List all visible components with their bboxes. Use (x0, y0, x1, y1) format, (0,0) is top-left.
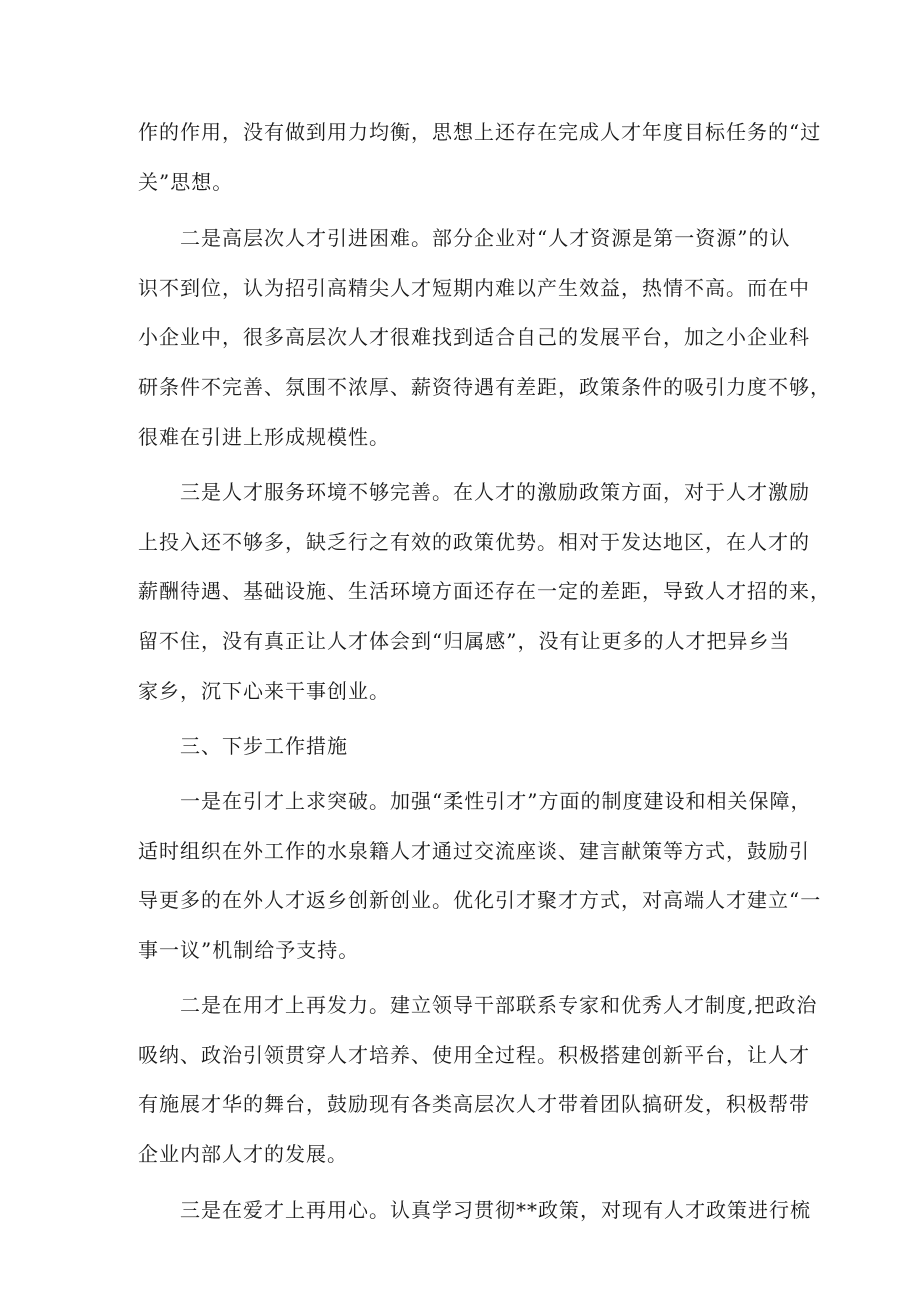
paragraph-line: 薪酬待遇、基础设施、生活环境方面还存在一定的差距，导致人才招的来， (138, 579, 831, 603)
paragraph-line: 适时组织在外工作的水泉籍人才通过交流座谈、建言献策等方式，鼓励引 (138, 839, 810, 863)
paragraph-line: 一是在引才上求突破。加强“柔性引才”方面的制度建设和相关保障， (180, 789, 812, 813)
paragraph-line: 二是在用才上再发力。建立领导干部联系专家和优秀人才制度,把政治 (180, 993, 818, 1017)
paragraph-line: 上投入还不够多，缺乏行之有效的政策优势。相对于发达地区，在人才的 (138, 530, 810, 554)
paragraph-line: 家乡，沉下心来干事创业。 (138, 679, 390, 703)
paragraph-line: 研条件不完善、氛围不浓厚、薪资待遇有差距，政策条件的吸引力度不够， (138, 375, 831, 399)
paragraph-line: 有施展才华的舞台，鼓励现有各类高层次人才带着团队搞研发，积极帮带 (138, 1092, 810, 1116)
paragraph-line: 识不到位，认为招引高精尖人才短期内难以产生效益，热情不高。而在中 (138, 276, 810, 300)
paragraph-line: 作的作用，没有做到用力均衡，思想上还存在完成人才年度目标任务的“过 (138, 120, 822, 144)
paragraph-line: 三是人才服务环境不够完善。在人才的激励政策方面，对于人才激励 (180, 480, 810, 504)
paragraph-line: 导更多的在外人才返乡创新创业。优化引才聚才方式，对高端人才建立“一 (138, 888, 822, 912)
paragraph-line: 很难在引进上形成规模性。 (138, 425, 390, 449)
paragraph-line: 小企业中，很多高层次人才很难找到适合自己的发展平台，加之小企业科 (138, 325, 810, 349)
paragraph-line: 留不住，没有真正让人才体会到“归属感”，没有让更多的人才把异乡当 (138, 629, 791, 653)
paragraph-line: 三是在爱才上再用心。认真学习贯彻**政策，对现有人才政策进行梳 (180, 1198, 811, 1222)
paragraph-line: 事一议”机制给予支持。 (138, 938, 360, 962)
paragraph-line: 二是高层次人才引进困难。部分企业对“人才资源是第一资源”的认 (180, 226, 791, 250)
paragraph-line: 关”思想。 (138, 170, 234, 194)
paragraph-line: 吸纳、政治引领贯穿人才培养、使用全过程。积极搭建创新平台，让人才 (138, 1043, 810, 1067)
section-heading: 三、下步工作措施 (180, 734, 348, 758)
paragraph-line: 企业内部人才的发展。 (138, 1142, 348, 1166)
